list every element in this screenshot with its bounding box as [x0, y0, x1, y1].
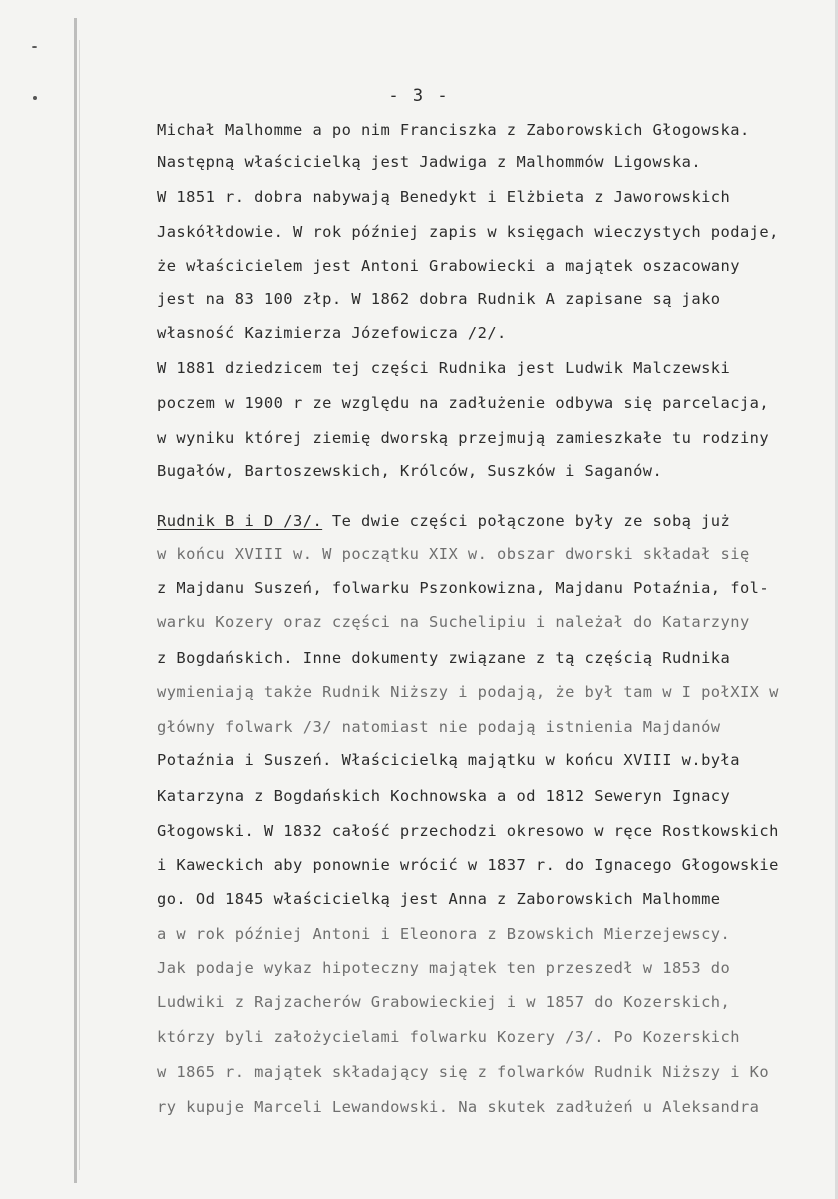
margin-mark — [32, 46, 37, 48]
text-line: w 1865 r. majątek składający się z folwarków Rudnik Niższy i Ko — [157, 1063, 770, 1081]
text-line: poczem w 1900 r ze względu na zadłużenie odbywa się parcelacja, — [157, 394, 770, 412]
text-line: W 1881 dziedzicem tej części Rudnika jest Ludwik Malczewski — [157, 359, 731, 377]
text-line: Potaźnia i Suszeń. Właścicielką majątku w końcu XVIII w.była — [157, 751, 740, 769]
text-line: i Kaweckich aby ponownie wrócić w 1837 r. do Ignacego Głogowskie — [157, 856, 779, 874]
text-line: W 1851 r. dobra nabywają Benedykt i Elżbieta z Jaworowskich — [157, 188, 731, 206]
page-number: - 3 - — [388, 86, 450, 106]
text-line: że właścicielem jest Antoni Grabowiecki a majątek oszacowany — [157, 257, 740, 275]
text-line: z Majdanu Suszeń, folwarku Pszonkowizna, Majdanu Potaźnia, fol- — [157, 579, 770, 597]
text-line: Katarzyna z Bogdańskich Kochnowska a od 1812 Seweryn Ignacy — [157, 787, 731, 805]
text-line: Następną właścicielką jest Jadwiga z Malhommów Ligowska. — [157, 153, 702, 171]
text-line: jest na 83 100 złp. W 1862 dobra Rudnik A zapisane są jako — [157, 290, 721, 308]
left-margin-rule — [74, 18, 77, 1183]
text-line: a w rok później Antoni i Eleonora z Bzowskich Mierzejewscy. — [157, 925, 731, 943]
section-line — [157, 511, 730, 531]
text-line: Te dwie części połączone były ze sobą już — [331, 512, 731, 530]
text-line: Jaskółłdowie. W rok później zapis w księgach wieczystych podaje, — [157, 223, 779, 241]
text-line: główny folwark /3/ natomiast nie podają istnienia Majdanów — [157, 718, 721, 736]
left-margin-rule-inner — [79, 40, 80, 1170]
text-line: którzy byli założycielami folwarku Kozery /3/. Po Kozerskich — [157, 1028, 740, 1046]
text-line: w końcu XVIII w. W początku XIX w. obszar dworski składał się — [157, 545, 750, 563]
text-line: go. Od 1845 właścicielką jest Anna z Zaborowskich Malhomme — [157, 890, 721, 908]
text-line: własność Kazimierza Józefowicza /2/. — [157, 324, 507, 342]
text-line: wymieniają także Rudnik Niższy i podają, że był tam w I połXIX w — [157, 683, 779, 701]
text-line: Głogowski. W 1832 całość przechodzi okresowo w ręce Rostkowskich — [157, 822, 779, 840]
text-line: ry kupuje Marceli Lewandowski. Na skutek zadłużeń u Aleksandra — [157, 1098, 760, 1116]
text-line: Bugałów, Bartoszewskich, Królców, Suszków i Saganów. — [157, 462, 663, 480]
text-line: Jak podaje wykaz hipoteczny majątek ten przeszedł w 1853 do — [157, 959, 731, 977]
text-line: Ludwiki z Rajzacherów Grabowieckiej i w 1857 do Kozerskich, — [157, 993, 731, 1011]
text-line: warku Kozery oraz części na Suchelipiu i należał do Katarzyny — [157, 613, 750, 631]
text-line: z Bogdańskich. Inne dokumenty związane z tą częścią Rudnika — [157, 649, 731, 667]
text-line: w wyniku której ziemię dworską przejmują zamieszkałe tu rodziny — [157, 429, 770, 447]
section-heading: Rudnik B i D /3/. — [157, 512, 323, 530]
text-line: Michał Malhomme a po nim Franciszka z Zaborowskich Głogowska. — [157, 121, 750, 139]
